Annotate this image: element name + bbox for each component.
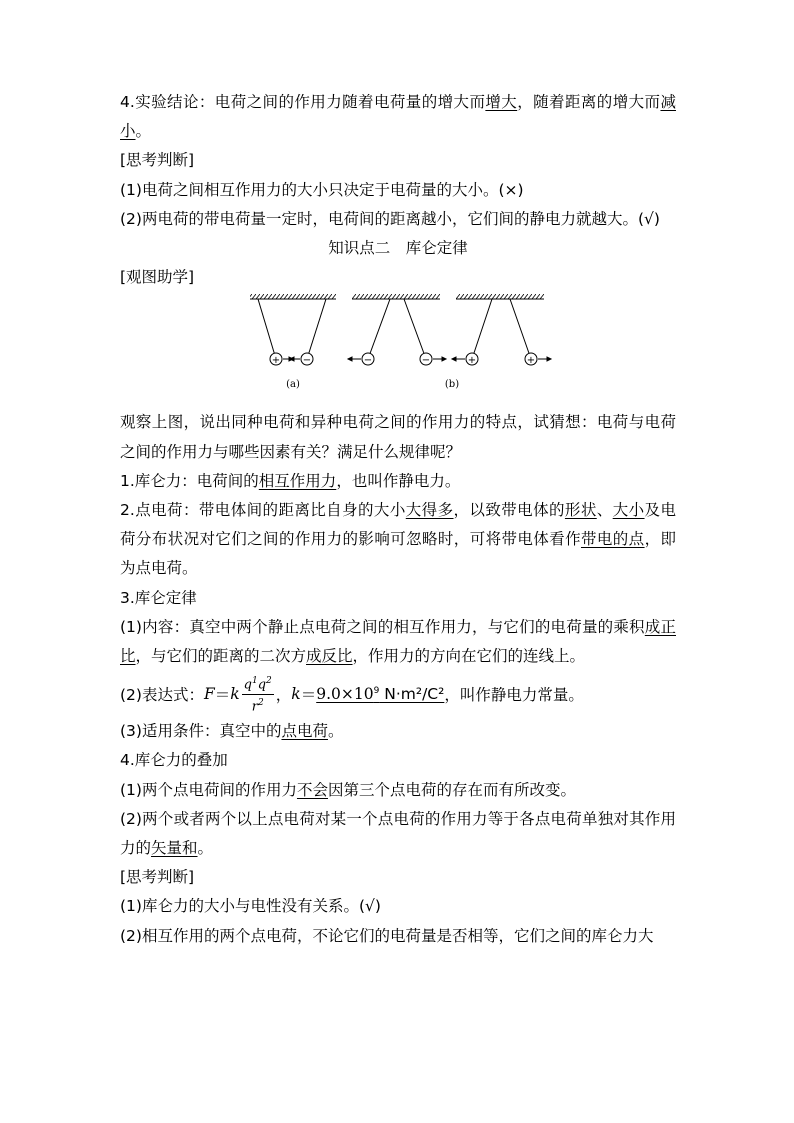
string-b1-left bbox=[368, 299, 390, 359]
answer-proportional: 成正比 bbox=[120, 617, 676, 666]
section-title: 知识点二 库仑定律 bbox=[328, 239, 468, 258]
observe-header: [观图助学] bbox=[120, 268, 195, 287]
superposition-header: 4.库仑力的叠加 bbox=[120, 751, 228, 770]
answer-size: 大小 bbox=[612, 501, 645, 520]
ball-b1-right bbox=[420, 353, 432, 366]
figure-label-b: (b) bbox=[444, 379, 460, 391]
answer-point-charge: 点电荷 bbox=[281, 722, 328, 741]
coulomb-law-content: (1)内容：真空中两个静止点电荷之间的相互作用力，与它们的电荷量的乘积成正比，与它们的距离的二次方成反比，作用力的方向在它们的连线上。 bbox=[120, 617, 676, 666]
judgement-2: (2)两电荷的带电荷量一定时，电荷间的距离越小，它们间的静电力就越大。(√) bbox=[120, 209, 660, 228]
pendulum-diagram bbox=[120, 294, 676, 404]
svg-text:−: − bbox=[302, 355, 312, 367]
pendulum-figure bbox=[120, 294, 676, 404]
judgement-3: (1)库仑力的大小与电性没有关系。(√) bbox=[120, 897, 381, 916]
ball-b1-left bbox=[362, 353, 374, 366]
svg-text:+: + bbox=[271, 355, 281, 367]
ball-b2-right bbox=[525, 353, 537, 366]
coulomb-force-definition: 1.库仑力：电荷间的相互作用力，也叫作静电力。 bbox=[120, 471, 461, 490]
coulomb-formula: (2)表达式： F ＝ k $\frac{q^1q^2}{r^2}$ ， k ＝ $9.0\times 10^9$ N·m²/C² ，叫作静电力常量。 bbox=[120, 671, 676, 717]
string-a-right bbox=[307, 299, 326, 359]
answer-inverse: 成反比 bbox=[306, 647, 353, 666]
formula-fraction: $\frac{q^1q^2}{r^2}$ bbox=[242, 673, 274, 715]
experiment-conclusion: 4.实验结论：电荷之间的作用力随着电荷量的增大而增大，随着距离的增大而减小。 bbox=[120, 93, 676, 141]
document-page bbox=[120, 88, 676, 951]
answer-constant-value: $9.0\times 10^9$ N·m²/C² bbox=[316, 685, 445, 704]
svg-text:+: + bbox=[526, 355, 536, 367]
ball-b2-left bbox=[466, 353, 478, 366]
svg-text:−: − bbox=[421, 355, 431, 367]
answer-much-larger: 大得多 bbox=[405, 501, 454, 520]
superposition-1: (1)两个点电荷间的作用力不会因第三个点电荷的存在而有所改变。 bbox=[120, 780, 576, 799]
string-b2-right bbox=[510, 299, 531, 359]
judgement-1: (1)电荷之间相互作用力的大小只决定于电荷量的大小。(×) bbox=[120, 180, 524, 199]
observe-question: 观察上图，说出同种电荷和异种电荷之间的作用力的特点，试猜想：电荷与电荷之间的作用力与哪些因素有关？满足什么规律呢？ bbox=[120, 413, 676, 461]
force-arrows bbox=[283, 357, 551, 361]
answer-interaction-force: 相互作用力 bbox=[258, 471, 337, 490]
answer-decrease: 减小 bbox=[120, 93, 676, 141]
judgement-4: (2)相互作用的两个点电荷，不论它们的电荷量是否相等，它们之间的库仑力大 bbox=[120, 926, 654, 945]
ceiling-b1 bbox=[352, 294, 440, 299]
string-b2-left bbox=[472, 299, 492, 359]
coulomb-law-condition: (3)适用条件：真空中的点电荷。 bbox=[120, 722, 344, 741]
svg-text:−: − bbox=[363, 355, 373, 367]
superposition-2: (2)两个或者两个以上点电荷对某一个点电荷的作用力等于各点电荷单独对其作用力的矢量和。 bbox=[120, 809, 676, 858]
string-a-left bbox=[258, 299, 276, 359]
answer-will-not: 不会 bbox=[296, 780, 328, 799]
ball-a-right bbox=[301, 353, 313, 366]
ball-a-left bbox=[270, 353, 282, 366]
answer-increase: 增大 bbox=[485, 93, 518, 111]
think-judge-header-2: [思考判断] bbox=[120, 868, 195, 887]
answer-shape: 形状 bbox=[564, 501, 597, 520]
svg-text:+: + bbox=[467, 355, 477, 367]
point-charge-definition: 2.点电荷：带电体间的距离比自身的大小大得多，以致带电体的形状、大小及电荷分布状况对它们之间的作用力的影响可忽略时，可将带电体看作带电的点，即为点电荷。 bbox=[120, 501, 676, 578]
think-judge-header: [思考判断] bbox=[120, 151, 195, 170]
answer-charged-point: 带电的点 bbox=[580, 530, 645, 549]
ceiling-b2 bbox=[456, 294, 544, 299]
figure-label-a: (a) bbox=[286, 379, 300, 391]
coulomb-law-header: 3.库仑定律 bbox=[120, 588, 197, 607]
answer-vector-sum: 矢量和 bbox=[151, 839, 198, 858]
string-b1-right bbox=[404, 299, 426, 359]
ceiling-a bbox=[250, 294, 336, 299]
